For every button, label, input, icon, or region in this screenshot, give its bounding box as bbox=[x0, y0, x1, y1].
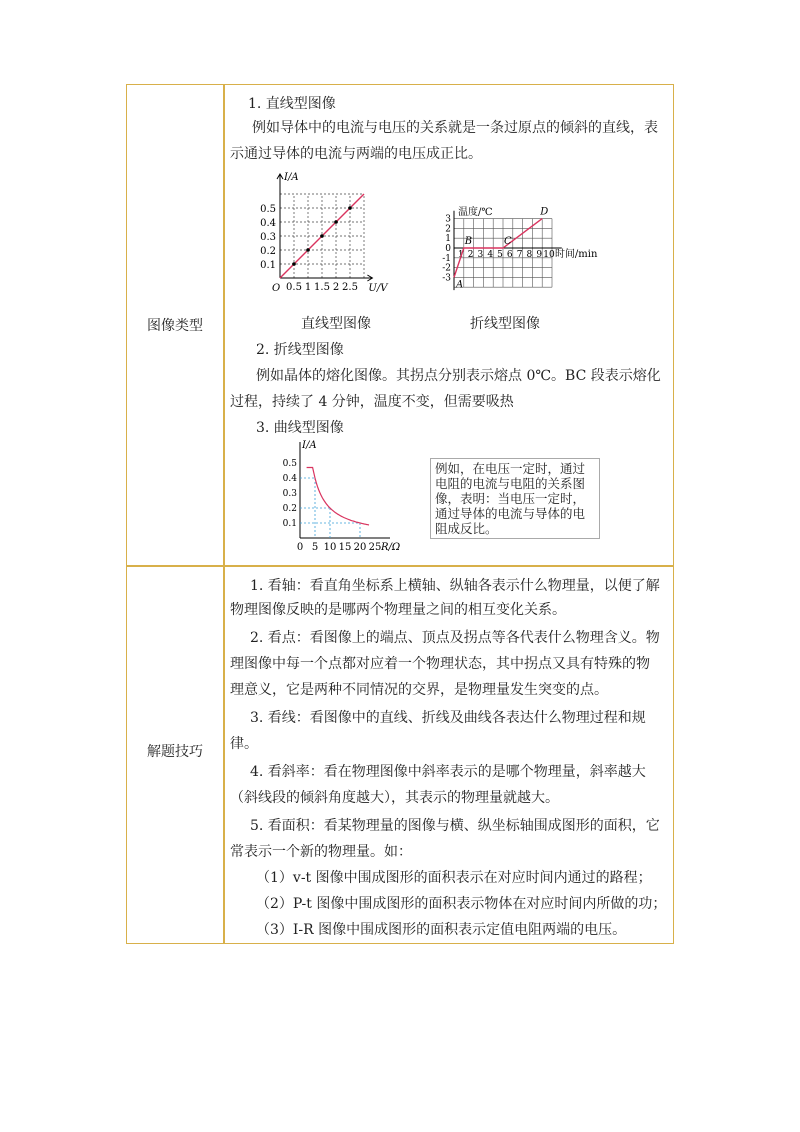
x-tick-label: 8 bbox=[526, 250, 533, 260]
x-axis-label: U/V bbox=[368, 283, 388, 294]
polyline-desc-1: 例如晶体的熔化图像。其拐点分别表示熔点 0℃。BC 段表示熔化 bbox=[256, 368, 661, 384]
y-tick-label: 3 bbox=[445, 214, 451, 225]
tip-line: （斜线段的倾斜角度越大），其表示的物理量就越大。 bbox=[230, 790, 559, 806]
linear-chart bbox=[258, 168, 408, 296]
y-axis-label: 温度/℃ bbox=[458, 206, 493, 218]
row-label-image-types: 图像类型 bbox=[147, 318, 203, 334]
x-tick-label: 9 bbox=[536, 250, 543, 260]
y-tick-label: 0 bbox=[445, 244, 451, 254]
x-tick-label: 7 bbox=[516, 250, 523, 260]
x-tick-label: 2 bbox=[467, 250, 474, 260]
polyline-desc-2: 过程，持续了 4 分钟，温度不变，但需要吸热 bbox=[230, 394, 514, 410]
x-tick-label: 6 bbox=[506, 250, 513, 260]
point-label-D: D bbox=[540, 206, 549, 218]
x-tick-label: 25 bbox=[368, 542, 382, 553]
x-axis-label: R/Ω bbox=[381, 542, 401, 553]
y-tick-label: 0.3 bbox=[260, 232, 276, 243]
y-tick-label: 0.1 bbox=[260, 260, 276, 271]
tip-line: 物理图像反映的是哪两个物理量之间的相互变化关系。 bbox=[230, 602, 566, 618]
heading-linear: 1. 直线型图像 bbox=[248, 96, 336, 112]
y-axis-label: I/A bbox=[284, 172, 299, 183]
row-divider bbox=[127, 565, 673, 567]
curve-annotation: 例如，在电压一定时，通过电阻的电流与电阻的关系图像，表明：当电压一定时，通过导体的电流与导体的电阻成反比。 bbox=[430, 458, 600, 539]
x-tick-label: 0.5 bbox=[286, 282, 302, 293]
linear-desc-2: 示通过导体的电流与两端的电压成正比。 bbox=[230, 146, 482, 162]
tip-line: 4. 看斜率：看在物理图像中斜率表示的是哪个物理量，斜率越大 bbox=[250, 764, 646, 780]
tip-line: 3. 看线：看图像中的直线、折线及曲线各表达什么物理过程和规 bbox=[250, 710, 646, 726]
column-divider bbox=[223, 85, 225, 943]
y-tick-label: -3 bbox=[442, 273, 451, 284]
tip-line: （1）v-t 图像中围成图形的面积表示在对应时间内通过的路程； bbox=[256, 870, 652, 886]
y-tick-label: 0.2 bbox=[282, 504, 297, 514]
x-tick-label: 5 bbox=[497, 250, 503, 260]
y-tick-label: 0.3 bbox=[282, 489, 297, 499]
x-tick-label: 20 bbox=[353, 542, 367, 553]
data-point bbox=[348, 206, 352, 210]
heading-curve: 3. 曲线型图像 bbox=[256, 420, 344, 436]
x-tick-label: 5 bbox=[311, 542, 319, 553]
y-tick-label: 2 bbox=[445, 224, 451, 235]
x-tick-label: 10 bbox=[323, 542, 337, 553]
tip-line: （3）I-R 图像中围成图形的面积表示定值电阻两端的电压。 bbox=[256, 922, 627, 938]
y-tick-label: 0.4 bbox=[260, 218, 276, 229]
point-label-A: A bbox=[456, 279, 464, 291]
tip-line: （2）P-t 图像中围成图形的面积表示物体在对应时间内所做的功； bbox=[256, 896, 667, 912]
row-label-tips: 解题技巧 bbox=[147, 744, 203, 760]
tip-line: 理图像中每一个点都对应着一个物理状态，其中拐点又具有特殊的物 bbox=[230, 656, 650, 672]
tip-line: 律。 bbox=[230, 736, 258, 752]
y-tick-label: 0.1 bbox=[282, 519, 297, 529]
x-tick-label: 1 bbox=[304, 282, 312, 293]
x-tick-label: 2.5 bbox=[342, 282, 358, 293]
data-point bbox=[292, 262, 296, 266]
x-tick-label: 3 bbox=[477, 250, 484, 260]
x-tick-label: 1.5 bbox=[314, 282, 330, 293]
x-tick-label: 15 bbox=[338, 542, 352, 553]
y-tick-label: 0.2 bbox=[260, 246, 276, 257]
caption-polyline: 折线型图像 bbox=[470, 316, 540, 332]
x-tick-label: 4 bbox=[487, 250, 494, 260]
point-label-B: B bbox=[464, 236, 473, 247]
x-tick-label: 2 bbox=[332, 282, 340, 293]
series-curve bbox=[307, 468, 369, 526]
tip-line: 2. 看点：看图像上的端点、顶点及拐点等各代表什么物理含义。物 bbox=[250, 630, 660, 646]
y-tick-label: 0.5 bbox=[282, 459, 297, 469]
curve-chart bbox=[280, 438, 420, 556]
origin-label: O bbox=[272, 283, 281, 294]
x-axis-label: 时间/min bbox=[554, 249, 598, 260]
caption-linear: 直线型图像 bbox=[301, 316, 371, 332]
linear-desc-1: 例如导体中的电流与电压的关系就是一条过原点的倾斜的直线，表 bbox=[252, 120, 658, 136]
y-tick-label: -1 bbox=[442, 253, 451, 264]
heading-polyline: 2. 折线型图像 bbox=[256, 342, 344, 358]
point-label-C: C bbox=[504, 236, 512, 247]
data-point bbox=[320, 234, 324, 238]
y-tick-label: 1 bbox=[445, 234, 451, 245]
y-tick-label: 0.4 bbox=[282, 474, 297, 484]
y-tick-label: -2 bbox=[442, 263, 451, 274]
y-tick-label: 0.5 bbox=[260, 204, 276, 215]
polyline-chart bbox=[436, 190, 620, 300]
tip-line: 常表示一个新的物理量。如： bbox=[230, 844, 412, 860]
tip-line: 理意义，它是两种不同情况的交界，是物理量发生突变的点。 bbox=[230, 682, 608, 698]
tip-line: 5. 看面积：看某物理量的图像与横、纵坐标轴围成图形的面积，它 bbox=[250, 818, 660, 834]
data-point bbox=[306, 248, 310, 252]
tip-line: 1. 看轴：看直角坐标系上横轴、纵轴各表示什么物理量，以便了解 bbox=[250, 578, 660, 594]
x-tick-label: 1 bbox=[457, 250, 464, 260]
y-axis-label: I/A bbox=[302, 440, 317, 451]
x-tick-label: 0 bbox=[296, 542, 304, 553]
data-point bbox=[334, 220, 338, 224]
x-tick-label: 10 bbox=[543, 250, 555, 260]
